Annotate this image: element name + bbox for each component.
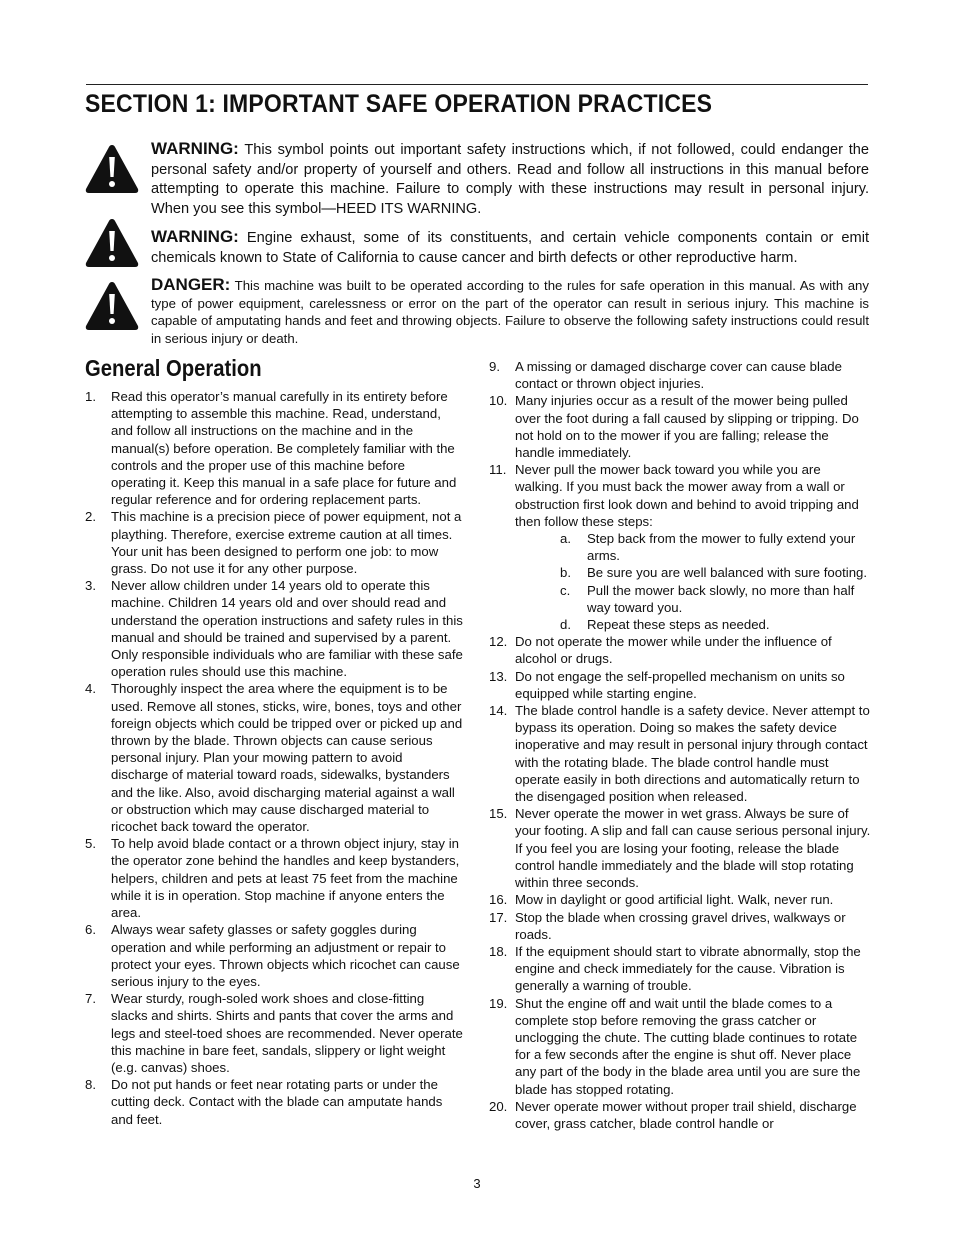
warning-text: This symbol points out important safety instructions which, if not followed, could endanger the personal safety and/or property of yourself and others. Read and follow all instructions in this manual before attempting to operate this machine. Failure to comply with these instructions may result in personal injury. When you see this symbol—HEED ITS WARNING. bbox=[151, 142, 869, 217]
list-item: 11. Never pull the mower back toward you while you are walking. If you must back the mower away from a wall or obstruction first look down and behind to avoid tripping and then follow these steps: a. Step back from the mower to fully extend your arms. b. Be sure you are well balanced with sure footing. c. Pull the mower back slowly, no more than half way toward you. d. Repeat these steps as needed. bbox=[489, 461, 871, 633]
sub-step-item: d. Repeat these steps as needed. bbox=[560, 617, 770, 633]
sub-step-item: c. Pull the mower back slowly, no more than half way toward you. bbox=[560, 582, 855, 615]
section-title: SECTION 1: IMPORTANT SAFE OPERATION PRACTICES bbox=[85, 90, 713, 118]
list-item: 1. Read this operator’s manual carefully in its entirety before attempting to assemble this machine. Read, understand, and follow all instructions on the machine and in the manual(s) before operation. Be completely familiar with the controls and the proper use of this machine before operating it. Keep this manual in a safe place for future and regular reference and for ordering replacement parts. bbox=[85, 389, 457, 508]
list-item: 10. Many injuries occur as a result of the mower being pulled over the foot during a fall caused by slipping or tripping. Do not hold on to the mower if you are falling; release the handle immediately. bbox=[489, 393, 859, 461]
sub-step-item: a. Step back from the mower to fully extend your arms. bbox=[560, 531, 856, 564]
danger-triangle-icon bbox=[84, 280, 140, 332]
list-item: 3. Never allow children under 14 years old to operate this machine. Children 14 years old and over should read and understand the operation instructions and safety rules in this manual and should be trained and supervised by a parent. Only responsible individuals who are familiar with these safe operation rules should use this machine. bbox=[85, 578, 463, 680]
list-item: 17. Stop the blade when crossing gravel drives, walkways or roads. bbox=[489, 909, 846, 942]
warning-block-california bbox=[151, 227, 869, 268]
danger-block bbox=[151, 276, 869, 347]
list-item: 13. Do not engage the self-propelled mechanism on units so equipped while starting engine. bbox=[489, 668, 845, 701]
left-column-list bbox=[85, 388, 463, 1128]
warning-keyword: WARNING: bbox=[151, 227, 239, 246]
list-item: 16. Mow in daylight or good artificial light. Walk, never run. bbox=[489, 892, 834, 908]
list-item: 12. Do not operate the mower while under the influence of alcohol or drugs. bbox=[489, 634, 832, 667]
sub-step-item: b. Be sure you are well balanced with sure footing. bbox=[560, 565, 868, 581]
list-item: 18. If the equipment should start to vibrate abnormally, stop the engine and check immediately for the cause. Vibration is generally a warning of trouble. bbox=[489, 943, 861, 994]
warning-text: Engine exhaust, some of its constituents, and certain vehicle components contain or emit chemicals known to State of California to cause cancer and birth defects or other reproductive harm. bbox=[151, 230, 869, 266]
page-number: 3 bbox=[473, 1176, 481, 1191]
list-item: 15. Never operate the mower in wet grass. Always be sure of your footing. A slip and fall can cause serious personal injury. If you feel you are losing your footing, release the blade control handle immediately and the blade will stop rotating within three seconds. bbox=[489, 806, 871, 891]
list-item: 5. To help avoid blade contact or a thrown object injury, stay in the operator zone behind the handles and keep bystanders, helpers, children and pets at least 75 feet from the machine while it is in operation. Stop machine if anyone enters the area. bbox=[85, 836, 460, 921]
list-item: 20. Never operate mower without proper trail shield, discharge cover, grass catcher, blade control handle or bbox=[489, 1098, 857, 1131]
warning-block-general bbox=[151, 139, 869, 219]
list-item: 19. Shut the engine off and wait until the blade comes to a complete stop before removing the grass catcher or unclogging the chute. The cutting blade continues to rotate for a few seconds after the engine is shut off. Never place any part of the body in the blade area until you are sure the blade has stopped rotating. bbox=[489, 995, 861, 1097]
warning-triangle-icon bbox=[84, 143, 140, 195]
list-item: 8. Do not put hands or feet near rotating parts or under the cutting deck. Contact with the blade can amputate hands and feet. bbox=[85, 1077, 443, 1127]
header-rule bbox=[86, 84, 868, 85]
list-item: 7. Wear sturdy, rough-soled work shoes and close-fitting slacks and shirts. Shirts and pants that cover the arms and legs and steel-toed shoes are recommended. Never operate this machine in bare feet, sandals, slippery or light weight (e.g. canvas) shoes. bbox=[85, 991, 463, 1075]
subsection-title: General Operation bbox=[85, 355, 262, 381]
list-item: 6. Always wear safety glasses or safety goggles during operation and while performing an adjustment or repair to protect your eyes. Thrown objects which ricochet can cause serious injury to the eyes. bbox=[85, 922, 460, 989]
list-item: 2. This machine is a precision piece of power equipment, not a plaything. Therefore, exercise extreme caution at all times. Your unit has been designed to perform one job: to mow grass. Do not use it for any other purpose. bbox=[85, 509, 462, 577]
danger-keyword: DANGER: bbox=[151, 275, 231, 294]
list-item: 14. The blade control handle is a safety device. Never attempt to bypass its operation. Doing so makes the safety device inoperative and may result in personal injury through contact with the rotating blade. The blade control handle must operate easily in both directions and automatically return to the disengaged position when released. bbox=[489, 703, 870, 805]
danger-text: This machine was built to be operated according to the rules for safe operation in this manual. As with any type of power equipment, carelessness or error on the part of the operator can result in serious injury. This machine is capable of amputating hands and feet and throwing objects. Failure to observe the following safety instructions could result in serious injury or death. bbox=[151, 278, 869, 346]
sub-steps-list bbox=[515, 530, 871, 633]
warning-triangle-icon bbox=[84, 217, 140, 269]
right-column-list bbox=[489, 358, 871, 1132]
list-item: 9. A missing or damaged discharge cover can cause blade contact or thrown object injuries. bbox=[489, 359, 842, 392]
warning-keyword: WARNING: bbox=[151, 139, 239, 158]
list-item: 4. Thoroughly inspect the area where the equipment is to be used. Remove all stones, sticks, wire, bones, toys and other foreign objects which could be tripped over or picked up and thrown by the blade. Thrown objects can cause serious personal injury. Plan your mowing pattern to avoid discharge of material toward roads, sidewalks, bystanders and the like. Also, avoid discharging material against a wall or obstruction which may cause discharged material to ricochet back toward the operator. bbox=[85, 681, 463, 835]
